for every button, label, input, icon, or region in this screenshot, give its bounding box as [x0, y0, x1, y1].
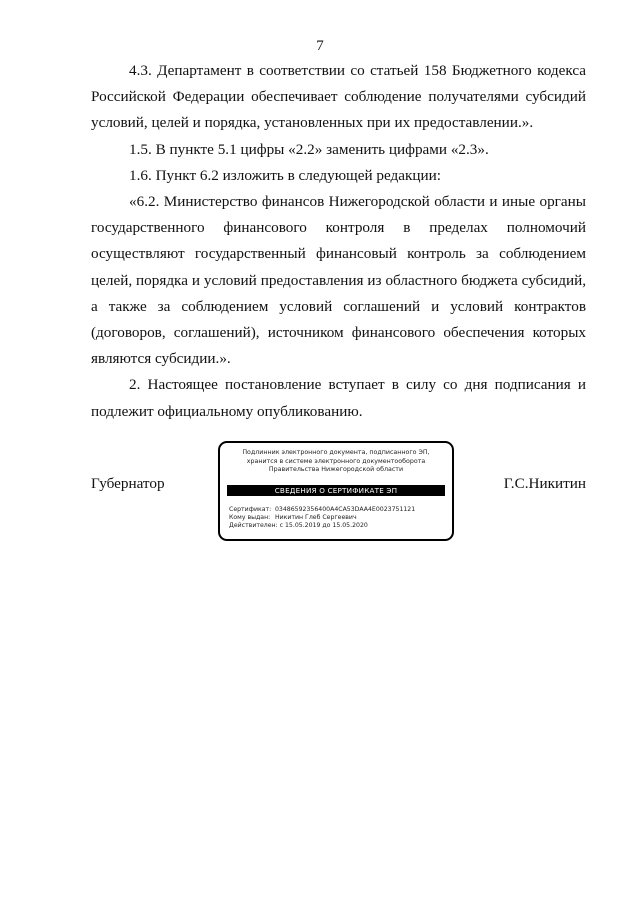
document-body: [91, 58, 586, 425]
stamp-details: [229, 506, 415, 531]
paragraph-4-3: 4.3. Департамент в соответствии со статьей 158 Бюджетного кодекса Российской Федерации обеспечивает соблюдение получателями субсидий условий, целей и порядка, установленных при их предоставлении.».: [91, 62, 586, 132]
page-number: 7: [316, 38, 324, 54]
stamp-header: СВЕДЕНИЯ О СЕРТИФИКАТЕ ЭП: [227, 485, 445, 496]
issued-to-value: Никитин Глеб Сергеевич: [274, 514, 357, 522]
signer-position: Губернатор: [91, 475, 165, 492]
stamp-notice-line: хранится в системе электронного документооборота: [246, 457, 426, 465]
stamp-notice-line: Правительства Нижегородской области: [268, 466, 404, 473]
stamp-notice: [220, 449, 452, 475]
paragraph-6-2-new-wording: «6.2. Министерство финансов Нижегородской области и иные органы государственного финансового контроля в пределах полномочий осуществляют государственный финансовый контроль за соблюдением целей, порядка и условий предоставления из областного бюджета субсидий, а также за соблюдением условий соглашений и условий контрактов (договоров, соглашений), источником финансового обеспечения которых являются субсидии.».: [91, 193, 586, 368]
issued-to-label: Кому выдан:: [229, 514, 271, 522]
validity-row: [229, 522, 415, 530]
paragraph-1-5: 1.5. В пункте 5.1 цифры «2.2» заменить цифрами «2.3».: [129, 140, 489, 158]
certificate-label: Сертификат:: [229, 506, 272, 513]
validity-value: с 15.05.2019 до 15.05.2020: [279, 522, 368, 530]
signer-name: Г.С.Никитин: [503, 475, 586, 492]
certificate-row: [229, 506, 415, 514]
stamp-notice-line: Подлинник электронного документа, подписанного ЭП,: [242, 449, 430, 456]
paragraph-1-6: 1.6. Пункт 6.2 изложить в следующей редакции:: [129, 166, 442, 184]
validity-label: Действителен:: [229, 522, 278, 530]
certificate-value: 03486592356400A4CA53DAA4E0023751121: [274, 506, 416, 513]
signature-block: [91, 441, 586, 545]
paragraph-2-effective-date: 2. Настоящее постановление вступает в силу со дня подписания и подлежит официальному опубликованию.: [91, 376, 586, 420]
electronic-signature-stamp: [218, 441, 454, 541]
